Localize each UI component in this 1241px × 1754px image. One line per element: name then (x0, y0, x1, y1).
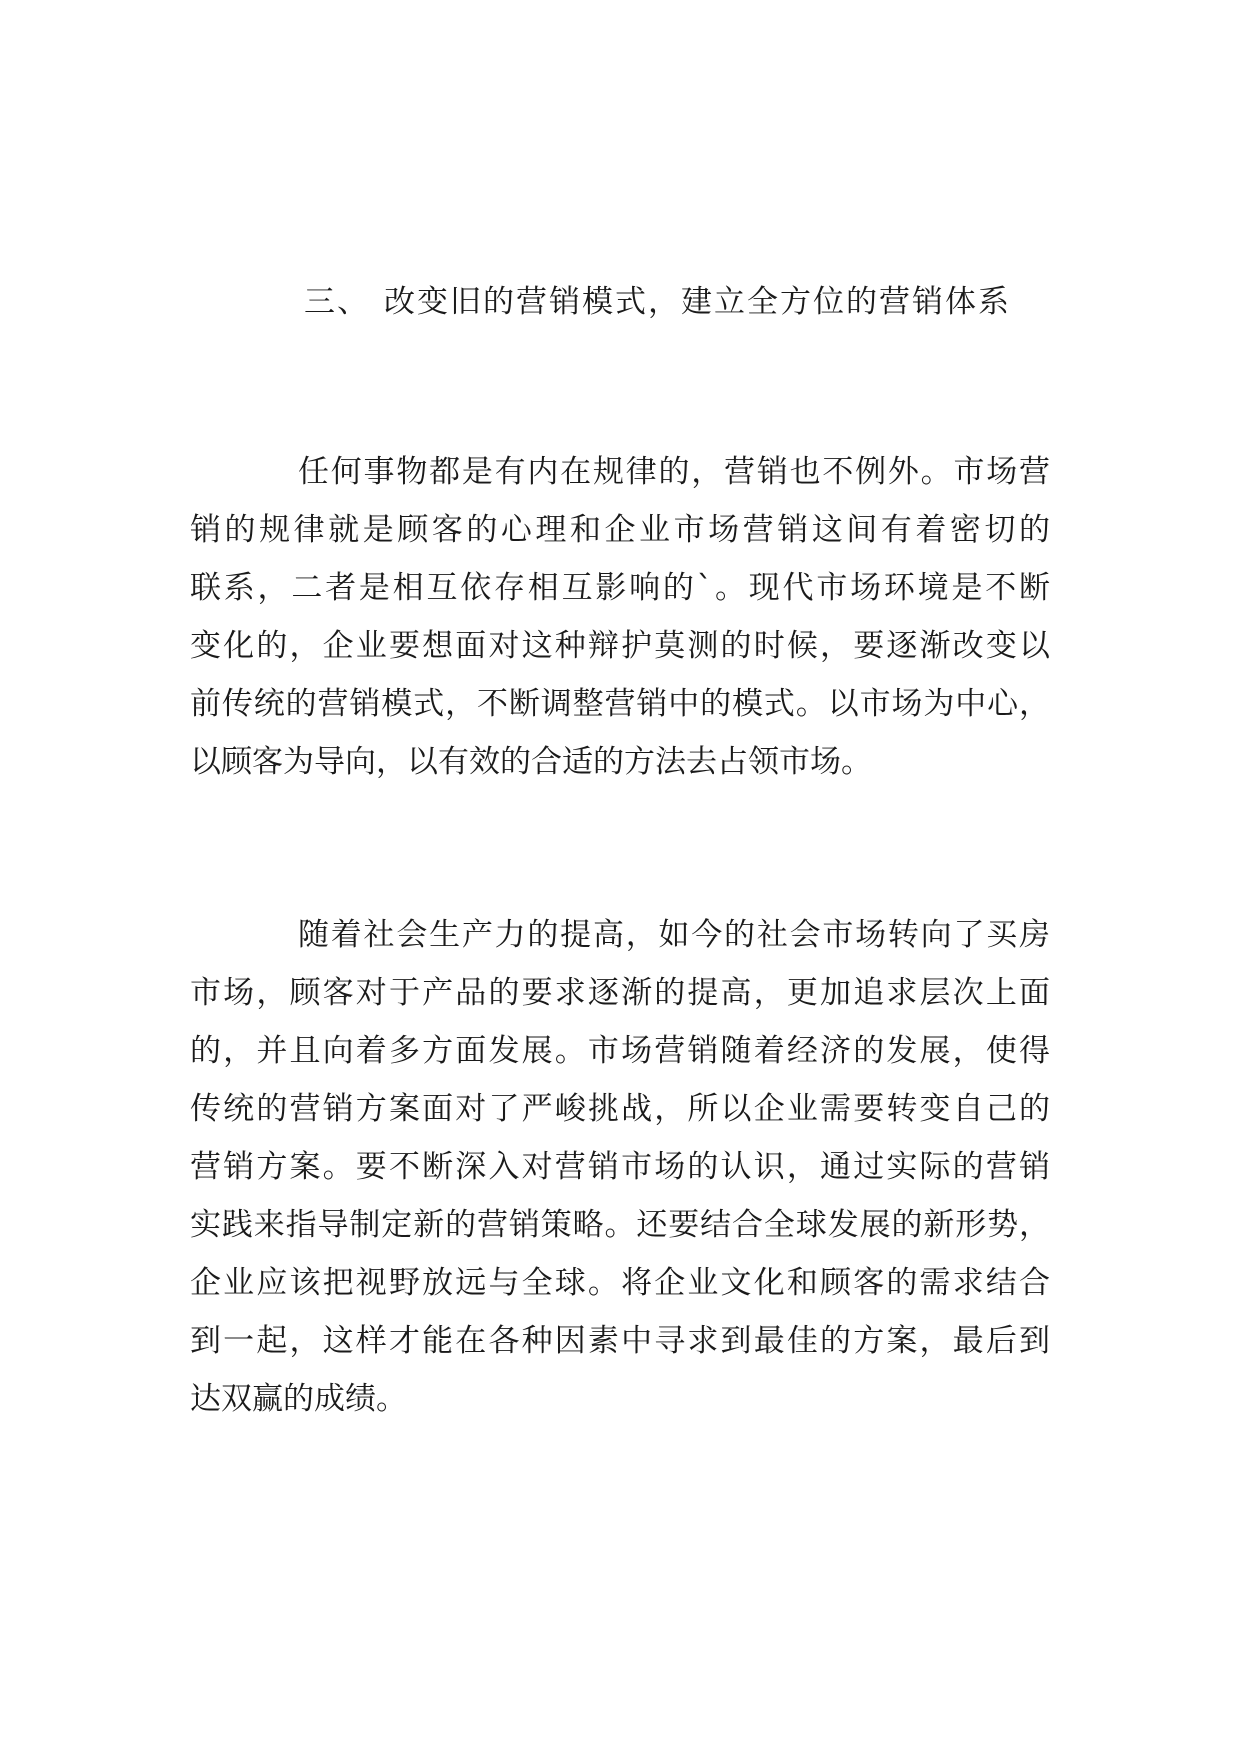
paragraph-1 (190, 443, 1050, 791)
paragraph-line: 前传统的营销模式，不断调整营销中的模式。以市场为中心， (190, 686, 1050, 722)
paragraph-line: 的，并且向着多方面发展。市场营销随着经济的发展，使得 (190, 1033, 1050, 1069)
paragraph-line: 企业应该把视野放远与全球。将企业文化和顾客的需求结合 (190, 1265, 1050, 1301)
paragraph-line: 营销方案。要不断深入对营销市场的认识，通过实际的营销 (190, 1149, 1050, 1185)
paragraph-line: 随着社会生产力的提高，如今的社会市场转向了买房 (298, 917, 1050, 953)
paragraph-line: 到一起，这样才能在各种因素中寻求到最佳的方案，最后到 (190, 1323, 1050, 1359)
section-title: 改变旧的营销模式，建立全方位的营销体系 (384, 284, 1011, 320)
paragraph-line: 实践来指导制定新的营销策略。还要结合全球发展的新形势， (190, 1207, 1050, 1243)
paragraph-line: 联系，二者是相互依存相互影响的`。现代市场环境是不断 (190, 570, 1050, 606)
paragraph-line: 变化的，企业要想面对这种辩护莫测的时候，要逐渐改变以 (190, 628, 1050, 664)
paragraph-line: 市场，顾客对于产品的要求逐渐的提高，更加追求层次上面 (190, 975, 1050, 1011)
paragraph-line: 传统的营销方案面对了严峻挑战，所以企业需要转变自己的 (190, 1091, 1050, 1127)
paragraph-line: 以顾客为导向，以有效的合适的方法去占领市场。 (190, 744, 872, 780)
paragraph-2 (190, 906, 1050, 1428)
paragraph-line: 达双赢的成绩。 (190, 1381, 407, 1417)
paragraph-line: 销的规律就是顾客的心理和企业市场营销这间有着密切的 (190, 512, 1050, 548)
section-number: 三、 (304, 284, 370, 320)
paragraph-line: 任何事物都是有内在规律的，营销也不例外。市场营 (298, 454, 1050, 490)
section-heading (304, 280, 1064, 324)
